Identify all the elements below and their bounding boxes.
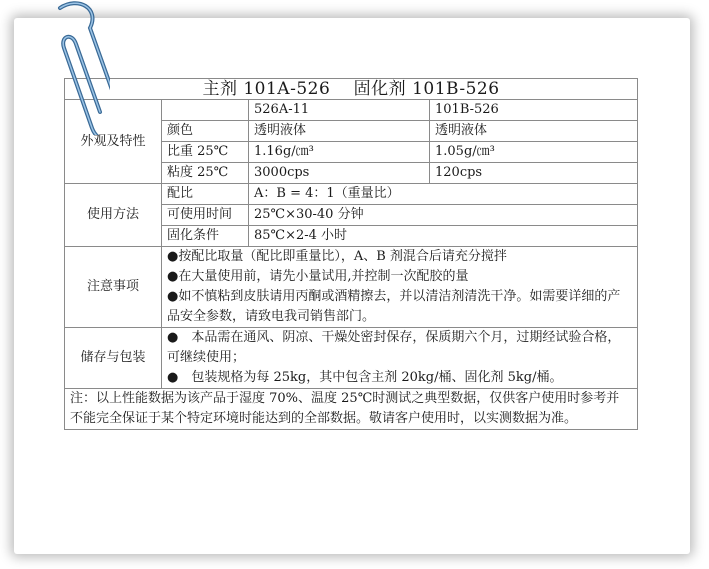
precautions-section-label: 注意事项 xyxy=(65,247,162,328)
spec-table xyxy=(64,78,638,430)
footer-row xyxy=(65,389,638,430)
usage-section-label: 使用方法 xyxy=(65,184,162,247)
prop-label: 粘度 25℃ xyxy=(162,163,249,184)
value-b: 1.05g/㎝³ xyxy=(430,142,638,163)
usage-value: 25℃×30-40 分钟 xyxy=(249,205,638,226)
appearance-header-row xyxy=(65,100,638,121)
storage-row xyxy=(65,328,638,389)
list-item: ●在大量使用前，请先小量试用,并控制一次配胶的量 xyxy=(167,269,469,284)
list-item: ● 包装规格为每 25kg，其中包含主剂 20kg/桶、固化剂 5kg/桶。 xyxy=(167,370,563,385)
table-row xyxy=(65,184,638,205)
prop-label: 可使用时间 xyxy=(162,205,249,226)
value-a: 3000cps xyxy=(249,163,430,184)
value-b: 120cps xyxy=(430,163,638,184)
prop-label: 颜色 xyxy=(162,121,249,142)
list-item: ●按配比取量（配比即重量比），A、B 剂混合后请充分搅拌 xyxy=(167,249,507,264)
value-b: 透明液体 xyxy=(430,121,638,142)
appearance-section-label: 外观及特性 xyxy=(65,100,162,184)
blank-cell xyxy=(162,100,249,121)
precautions-list xyxy=(162,247,638,328)
storage-section-label: 储存与包装 xyxy=(65,328,162,389)
list-item: ●如不慎粘到皮肤请用丙酮或酒精擦去，并以清洁剂清洗干净。如需要详细的产品安全参数，请致电我司销售部门。 xyxy=(167,289,621,324)
usage-value: A：B = 4：1（重量比） xyxy=(249,184,638,205)
page-title: 主剂 101A-526 固化剂 101B-526 xyxy=(65,79,638,100)
value-a: 1.16g/㎝³ xyxy=(249,142,430,163)
paperclip-icon xyxy=(20,0,110,135)
value-a: 透明液体 xyxy=(249,121,430,142)
prop-label: 比重 25℃ xyxy=(162,142,249,163)
prop-label: 固化条件 xyxy=(162,226,249,247)
footer-note: 注：以上性能数据为该产品于湿度 70%、温度 25℃时测试之典型数据，仅供客户使用时参考并不能完全保证于某个特定环境时能达到的全部数据。敬请客户使用时，以实测数据为准。 xyxy=(65,389,638,430)
model-a-code: 526A-11 xyxy=(249,100,430,121)
prop-label: 配比 xyxy=(162,184,249,205)
precautions-row xyxy=(65,247,638,328)
model-b-code: 101B-526 xyxy=(430,100,638,121)
storage-list xyxy=(162,328,638,389)
list-item: ● 本品需在通风、阴凉、干燥处密封保存，保质期六个月，过期经试验合格，可继续使用； xyxy=(167,330,621,365)
usage-value: 85℃×2-4 小时 xyxy=(249,226,638,247)
